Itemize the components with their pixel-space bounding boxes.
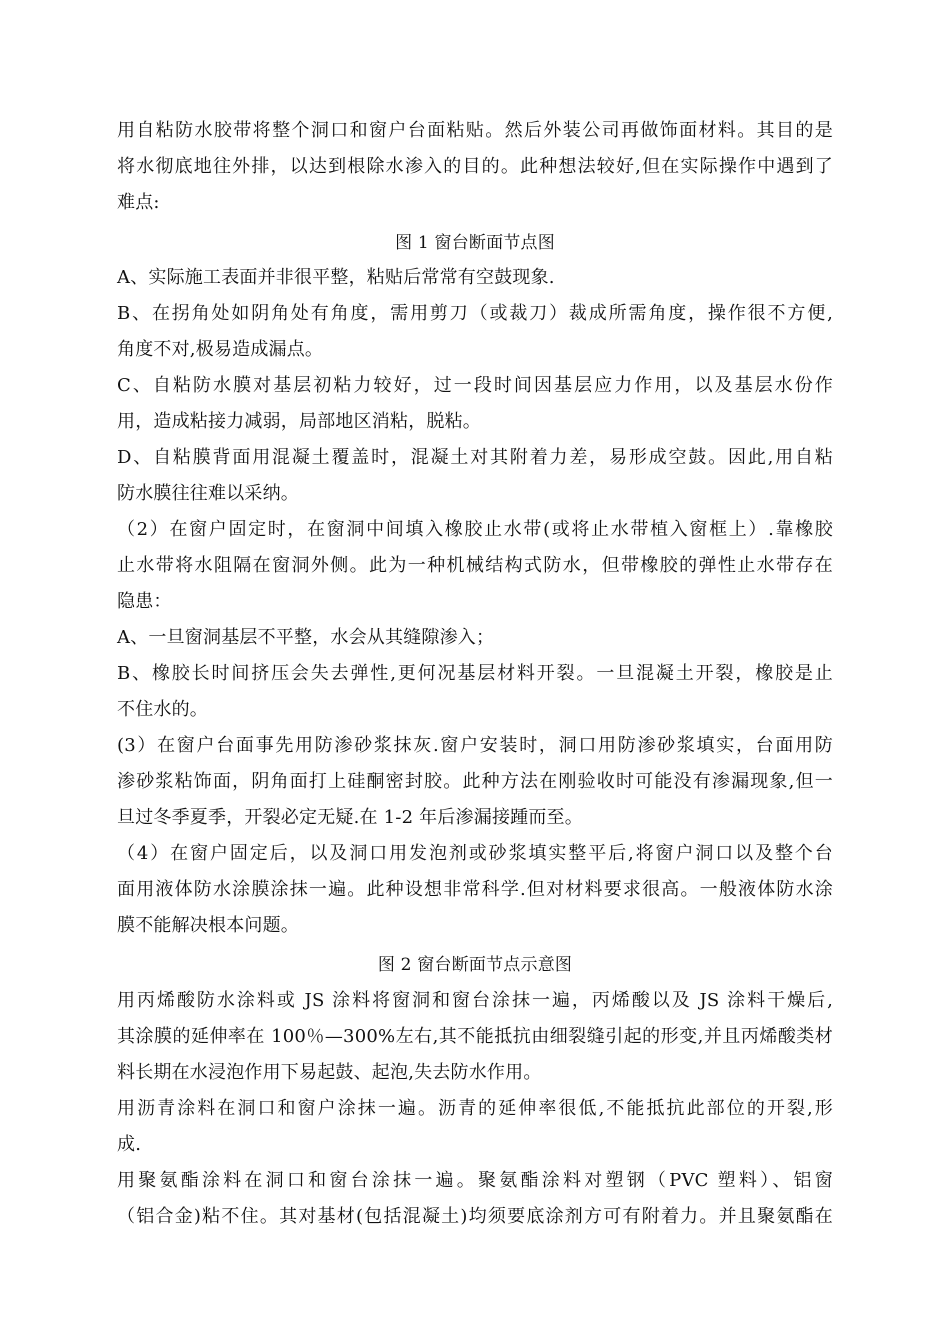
figure-caption: 图 1 窗台断面节点图 (395, 233, 555, 253)
body-text-line: 用，造成粘接力减弱，局部地区消粘，脱粘。 (117, 411, 481, 432)
body-text-line: 用聚氨酯涂料在洞口和窗台涂抹一遍。聚氨酯涂料对塑钢（PVC 塑料）、铝窗 (117, 1170, 833, 1191)
body-text-line: 成. (117, 1134, 142, 1155)
body-text-line: 料长期在水浸泡作用下易起鼓、起泡,失去防水作用。 (117, 1062, 542, 1083)
body-text-line: 用自粘防水胶带将整个洞口和窗户台面粘贴。然后外装公司再做饰面材料。其目的是 (117, 120, 833, 141)
body-text-line: 面用液体防水涂膜涂抹一遍。此种设想非常科学.但对材料要求很高。一般液体防水涂 (117, 879, 833, 900)
body-text-line: 渗砂浆粘饰面，阴角面打上硅酮密封胶。此种方法在刚验收时可能没有渗漏现象,但一 (117, 771, 833, 792)
body-text-line: D、自粘膜背面用混凝土覆盖时，混凝土对其附着力差，易形成空鼓。因此,用自粘 (117, 447, 833, 468)
body-text-line: 用丙烯酸防水涂料或 JS 涂料将窗洞和窗台涂抹一遍，丙烯酸以及 JS 涂料干燥后, (117, 990, 833, 1011)
body-text-line: (3）在窗户台面事先用防渗砂浆抹灰.窗户安装时，洞口用防渗砂浆填实，台面用防 (117, 735, 833, 756)
body-text-line: 防水膜往往难以采纳。 (117, 483, 299, 504)
body-text-line: 将水彻底地往外排，以达到根除水渗入的目的。此种想法较好,但在实际操作中遇到了 (117, 156, 833, 177)
body-text-line: 止水带将水阻隔在窗洞外侧。此为一种机械结构式防水，但带橡胶的弹性止水带存在 (117, 555, 833, 576)
figure-caption: 图 2 窗台断面节点示意图 (377, 955, 573, 975)
body-text-line: B、橡胶长时间挤压会失去弹性,更何况基层材料开裂。一旦混凝土开裂，橡胶是止 (117, 663, 833, 684)
body-text-line: 膜不能解决根本问题。 (117, 915, 299, 936)
body-text-line: 难点: (117, 192, 160, 213)
body-text-line: C、自粘防水膜对基层初粘力较好，过一段时间因基层应力作用，以及基层水份作 (117, 375, 833, 396)
body-text-line: （铝合金)粘不住。其对基材(包括混凝土)均须要底涂剂方可有附着力。并且聚氨酯在 (117, 1206, 833, 1227)
body-text-line: B、在拐角处如阴角处有角度，需用剪刀（或裁刀）裁成所需角度，操作很不方便, (117, 303, 833, 324)
body-text-line: 隐患： (117, 591, 172, 612)
body-text-line: 不住水的。 (117, 699, 208, 720)
body-text-line: （4）在窗户固定后，以及洞口用发泡剂或砂浆填实整平后,将窗户洞口以及整个台 (117, 843, 833, 864)
body-text-line: 其涂膜的延伸率在 100％—300%左右,其不能抵抗由细裂缝引起的形变,并且丙烯酸类材 (117, 1026, 833, 1047)
body-text-line: 旦过冬季夏季，开裂必定无疑.在 1-2 年后渗漏接踵而至。 (117, 807, 583, 828)
body-text-line: A、一旦窗洞基层不平整，水会从其缝隙渗入； (117, 627, 495, 648)
body-text-line: （2）在窗户固定时，在窗洞中间填入橡胶止水带(或将止水带植入窗框上）.靠橡胶 (117, 519, 833, 540)
body-text-line: 角度不对,极易造成漏点。 (117, 339, 324, 360)
body-text-line: A、实际施工表面并非很平整，粘贴后常常有空鼓现象. (117, 267, 555, 288)
body-text-line: 用沥青涂料在洞口和窗户涂抹一遍。沥青的延伸率很低,不能抵抗此部位的开裂,形 (117, 1098, 833, 1119)
